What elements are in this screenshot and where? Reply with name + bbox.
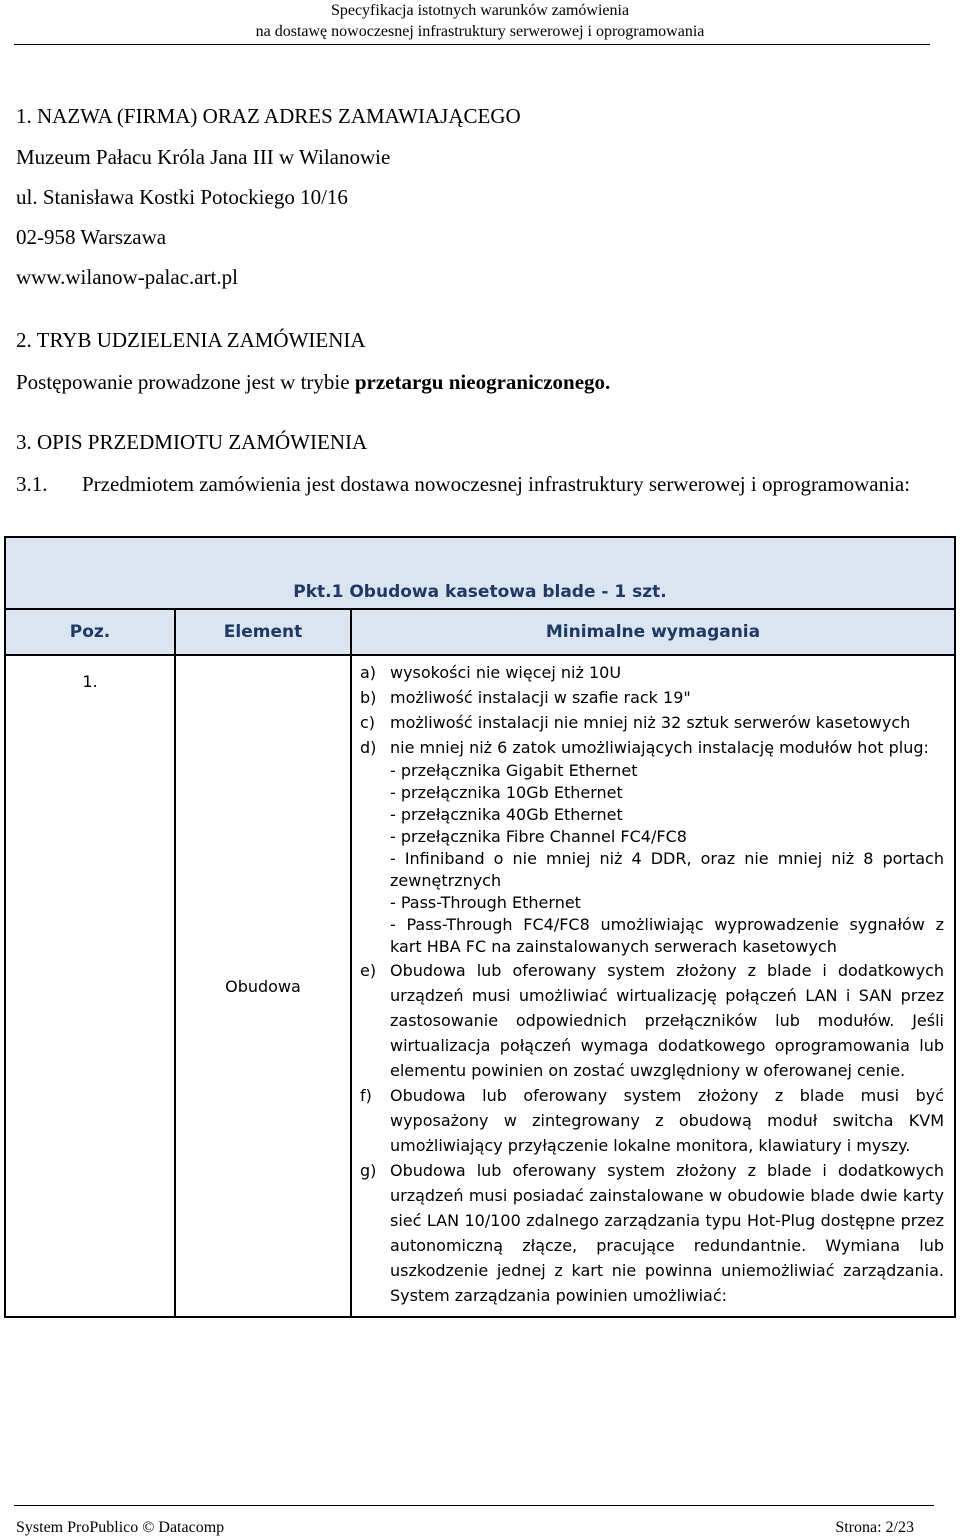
list-item: - przełącznika 10Gb Ethernet bbox=[390, 783, 623, 802]
section-3-heading: 3. OPIS PRZEDMIOTU ZAMÓWIENIA bbox=[16, 430, 368, 454]
requirement-text: możliwość instalacji nie mniej niż 32 sztuk serwerów kasetowych bbox=[390, 713, 911, 732]
requirement-letter: f) bbox=[360, 1086, 372, 1105]
footer-divider bbox=[14, 1505, 934, 1506]
column-header-poz: Poz. bbox=[5, 609, 175, 655]
requirement-d bbox=[360, 735, 944, 958]
requirement-b bbox=[360, 685, 944, 710]
address-line-3: 02-958 Warszawa bbox=[16, 225, 167, 249]
requirement-letter: d) bbox=[360, 738, 377, 757]
requirement-letter: g) bbox=[360, 1161, 377, 1180]
page-number: Strona: 2/23 bbox=[835, 1519, 914, 1536]
requirement-letter: b) bbox=[360, 688, 377, 707]
requirement-text: Obudowa lub oferowany system złożony z blade i dodatkowych urządzeń musi umożliwiać wirtualizację połączeń LAN i SAN przez zastosowanie odpowiednich przełączników lub modułów. Jeśli wirtualizacja połączeń wymaga dodatkowego oprogramowania lub elementu powinien on zostać uwzględniony w oferowanej cenie. bbox=[390, 961, 944, 1080]
website-link[interactable]: www.wilanow-palac.art.pl bbox=[16, 265, 238, 289]
requirement-g bbox=[360, 1158, 944, 1308]
requirement-letter: a) bbox=[360, 663, 377, 682]
row-position: 1. bbox=[5, 655, 175, 1317]
address-line-2: ul. Stanisława Kostki Potockiego 10/16 bbox=[16, 185, 348, 209]
requirement-a bbox=[360, 660, 944, 685]
module-list bbox=[390, 760, 944, 958]
requirement-text: nie mniej niż 6 zatok umożliwiających instalację modułów hot plug: bbox=[390, 738, 929, 757]
requirement-c bbox=[360, 710, 944, 735]
requirement-text: wysokości nie więcej niż 10U bbox=[390, 663, 622, 682]
column-header-requirements: Minimalne wymagania bbox=[351, 609, 955, 655]
header-line-1: Specyfikacja istotnych warunków zamówienia bbox=[330, 2, 630, 19]
address-line-1: Muzeum Pałacu Króla Jana III w Wilanowie bbox=[16, 145, 391, 169]
table-title: Pkt.1 Obudowa kasetowa blade - 1 szt. bbox=[5, 537, 955, 609]
section-2-text-prefix: Postępowanie prowadzone jest w trybie bbox=[16, 370, 355, 394]
paragraph-3-1 bbox=[16, 470, 948, 499]
requirement-d-body bbox=[390, 735, 944, 958]
header-line-2: na dostawę nowoczesnej infrastruktury serwerowej i oprogramowania bbox=[255, 23, 705, 40]
paragraph-3-1-text: Przedmiotem zamówienia jest dostawa nowoczesnej infrastruktury serwerowej i oprogramowania: bbox=[82, 472, 911, 496]
row-element: Obudowa bbox=[175, 655, 351, 1317]
section-2-text bbox=[16, 370, 610, 395]
list-item: - przełącznika Gigabit Ethernet bbox=[390, 761, 638, 780]
row-requirements bbox=[351, 655, 955, 1317]
list-item: - przełącznika 40Gb Ethernet bbox=[390, 805, 623, 824]
page-header bbox=[0, 0, 960, 40]
requirement-text: możliwość instalacji w szafie rack 19" bbox=[390, 688, 691, 707]
list-item: - przełącznika Fibre Channel FC4/FC8 bbox=[390, 827, 687, 846]
requirements-table bbox=[4, 536, 956, 1318]
requirement-text: Obudowa lub oferowany system złożony z blade musi być wyposażony w zintegrowany z obudową moduł switcha KVM umożliwiający przyłączenie lokalne monitora, klawiatury i myszy. bbox=[390, 1086, 944, 1155]
paragraph-3-1-number: 3.1. bbox=[16, 472, 48, 496]
requirement-e bbox=[360, 958, 944, 1083]
requirement-f bbox=[360, 1083, 944, 1158]
list-item: - Pass-Through FC4/FC8 umożliwiając wyprowadzenie sygnałów z kart HBA FC na zainstalowanych serwerach kasetowych bbox=[390, 915, 944, 956]
column-header-element: Element bbox=[175, 609, 351, 655]
section-2-text-bold: przetargu nieograniczonego. bbox=[354, 370, 611, 394]
requirement-text: Obudowa lub oferowany system złożony z blade i dodatkowych urządzeń musi posiadać zainstalowane w obudowie blade dwie karty sieć LAN 10/100 zdalnego zarządzania typu Hot-Plug dostępne przez autonomiczną złącze, pracujące redundantnie. Wymiana lub uszkodzenie jednej z kart nie powinna uniemożliwiać zarządzania. System zarządzania powinien umożliwiać: bbox=[390, 1161, 944, 1305]
header-divider bbox=[14, 44, 930, 45]
footer-credit: System ProPublico © Datacomp bbox=[16, 1519, 225, 1536]
table-row bbox=[5, 655, 955, 1317]
section-2-heading: 2. TRYB UDZIELENIA ZAMÓWIENIA bbox=[16, 328, 366, 352]
requirement-letter: c) bbox=[360, 713, 376, 732]
list-item: - Infiniband o nie mniej niż 4 DDR, oraz nie mniej niż 8 portach zewnętrznych bbox=[390, 849, 944, 890]
section-1-heading: 1. NAZWA (FIRMA) ORAZ ADRES ZAMAWIAJĄCEGO bbox=[16, 104, 521, 128]
requirement-letter: e) bbox=[360, 961, 377, 980]
list-item: - Pass-Through Ethernet bbox=[390, 893, 581, 912]
